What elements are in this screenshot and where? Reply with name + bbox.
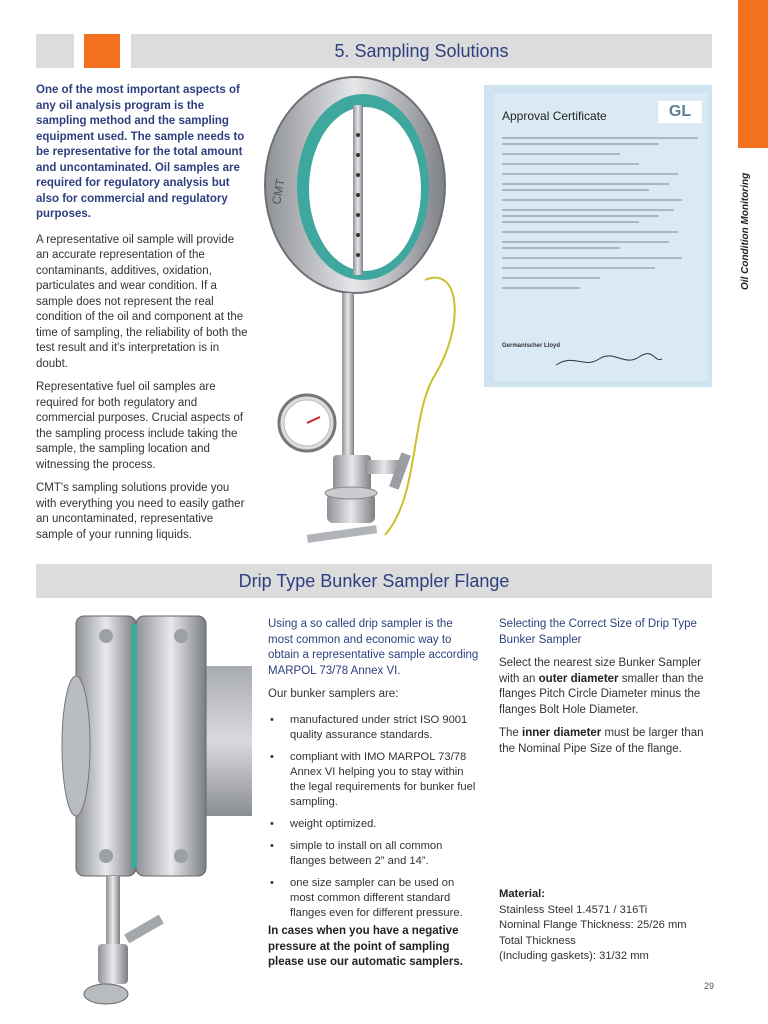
lead-paragraph: One of the most important aspects of any oil analysis program is the sampling method and the sampling equipment used. The sample needs to be representative for the total amount and uncontaminated. Oil samples are required for regulatory analysis but also for commercial and regulatory purposes. xyxy=(36,84,245,220)
selecting-title: Selecting the Correct Size of Drip Type Bunker Sampler xyxy=(499,618,697,646)
page-number: 29 xyxy=(703,981,714,991)
paragraph-3: CMT's sampling solutions provide you with everything you need to easily gather an uncontaminated, representative sample of your running liquids. xyxy=(36,482,245,541)
material-line: (Including gaskets): 31/32 mm xyxy=(499,950,649,962)
gl-logo: GL xyxy=(658,101,702,123)
selecting-paragraph-2: The inner diameter must be larger than the Nominal Pipe Size of the flange. xyxy=(499,727,704,755)
outer-diameter-term: outer diameter xyxy=(538,672,619,685)
material-title: Material: xyxy=(499,888,546,900)
selecting-paragraph-1: Select the nearest size Bunker Sampler with an outer diameter smaller than the flanges Pitch Circle Diameter minus the flanges Bolt Hole Diameter. xyxy=(499,657,704,716)
certificate-signature xyxy=(554,351,664,371)
list-item: • manufactured under strict ISO 9001 quality assurance standards. xyxy=(268,713,480,743)
material-block xyxy=(499,887,715,965)
material-line: Stainless Steel 1.4571 / 316Ti xyxy=(499,903,648,916)
certificate-body-lines xyxy=(502,133,698,293)
paragraph-1: A representative oil sample will provide an accurate representation of the contaminants, additives, oxidation, particulates and wear condition. If a sample does not represent the real condition of the oil and component at the time of sampling, the reliability of both the test result and it's interpretation is in doubt. xyxy=(36,233,248,370)
list-item: • compliant with IMO MARPOL 73/78 Annex VI helping you to stay within the legal requirements for bunker fuel sampling. xyxy=(268,750,480,810)
material-line: Nominal Flange Thickness: 25/26 mm xyxy=(499,919,687,931)
list-item: • weight optimized. xyxy=(268,817,480,832)
certificate-paper xyxy=(494,93,708,381)
sampler-product-image xyxy=(245,75,495,555)
intro-column xyxy=(36,83,248,551)
certificate-title: Approval Certificate xyxy=(502,109,607,123)
list-item: • one size sampler can be used on most common different standard flanges even for different pressure. xyxy=(268,876,480,921)
material-line: Total Thickness xyxy=(499,934,576,947)
cmt-logo: CMT xyxy=(269,177,288,206)
header-orange-block xyxy=(84,34,120,68)
list-item: • simple to install on all common flanges between 2” and 14”. xyxy=(268,839,480,869)
side-tab xyxy=(738,0,768,148)
header-gray-block xyxy=(36,34,74,68)
right-column xyxy=(499,617,715,765)
section2-title: Drip Type Bunker Sampler Flange xyxy=(238,571,510,591)
middle-column xyxy=(268,617,480,928)
side-label: Oil Condition Monitoring xyxy=(740,172,751,290)
feature-list xyxy=(268,713,480,921)
approval-certificate xyxy=(484,85,712,387)
intro-paragraph: Using a so called drip sampler is the most common and economic way to obtain a representative sample according MARPOL 73/78 Annex VI. xyxy=(268,618,479,677)
section-title: 5. Sampling Solutions xyxy=(334,41,509,61)
certificate-signature-org: Germanischer Lloyd xyxy=(502,343,561,349)
paragraph-2: Representative fuel oil samples are required for both regulatory and commercial purposes. Crucial aspects of the sampling process include taking the sample, the sampling location and witnessing the process. xyxy=(36,381,244,471)
negative-pressure-note: In cases when you have a negative pressure at the point of sampling please use our automatic samplers. xyxy=(268,925,463,968)
inner-diameter-term: inner diameter xyxy=(522,727,602,739)
list-intro: Our bunker samplers are: xyxy=(268,688,399,700)
flange-product-image xyxy=(36,606,252,1016)
